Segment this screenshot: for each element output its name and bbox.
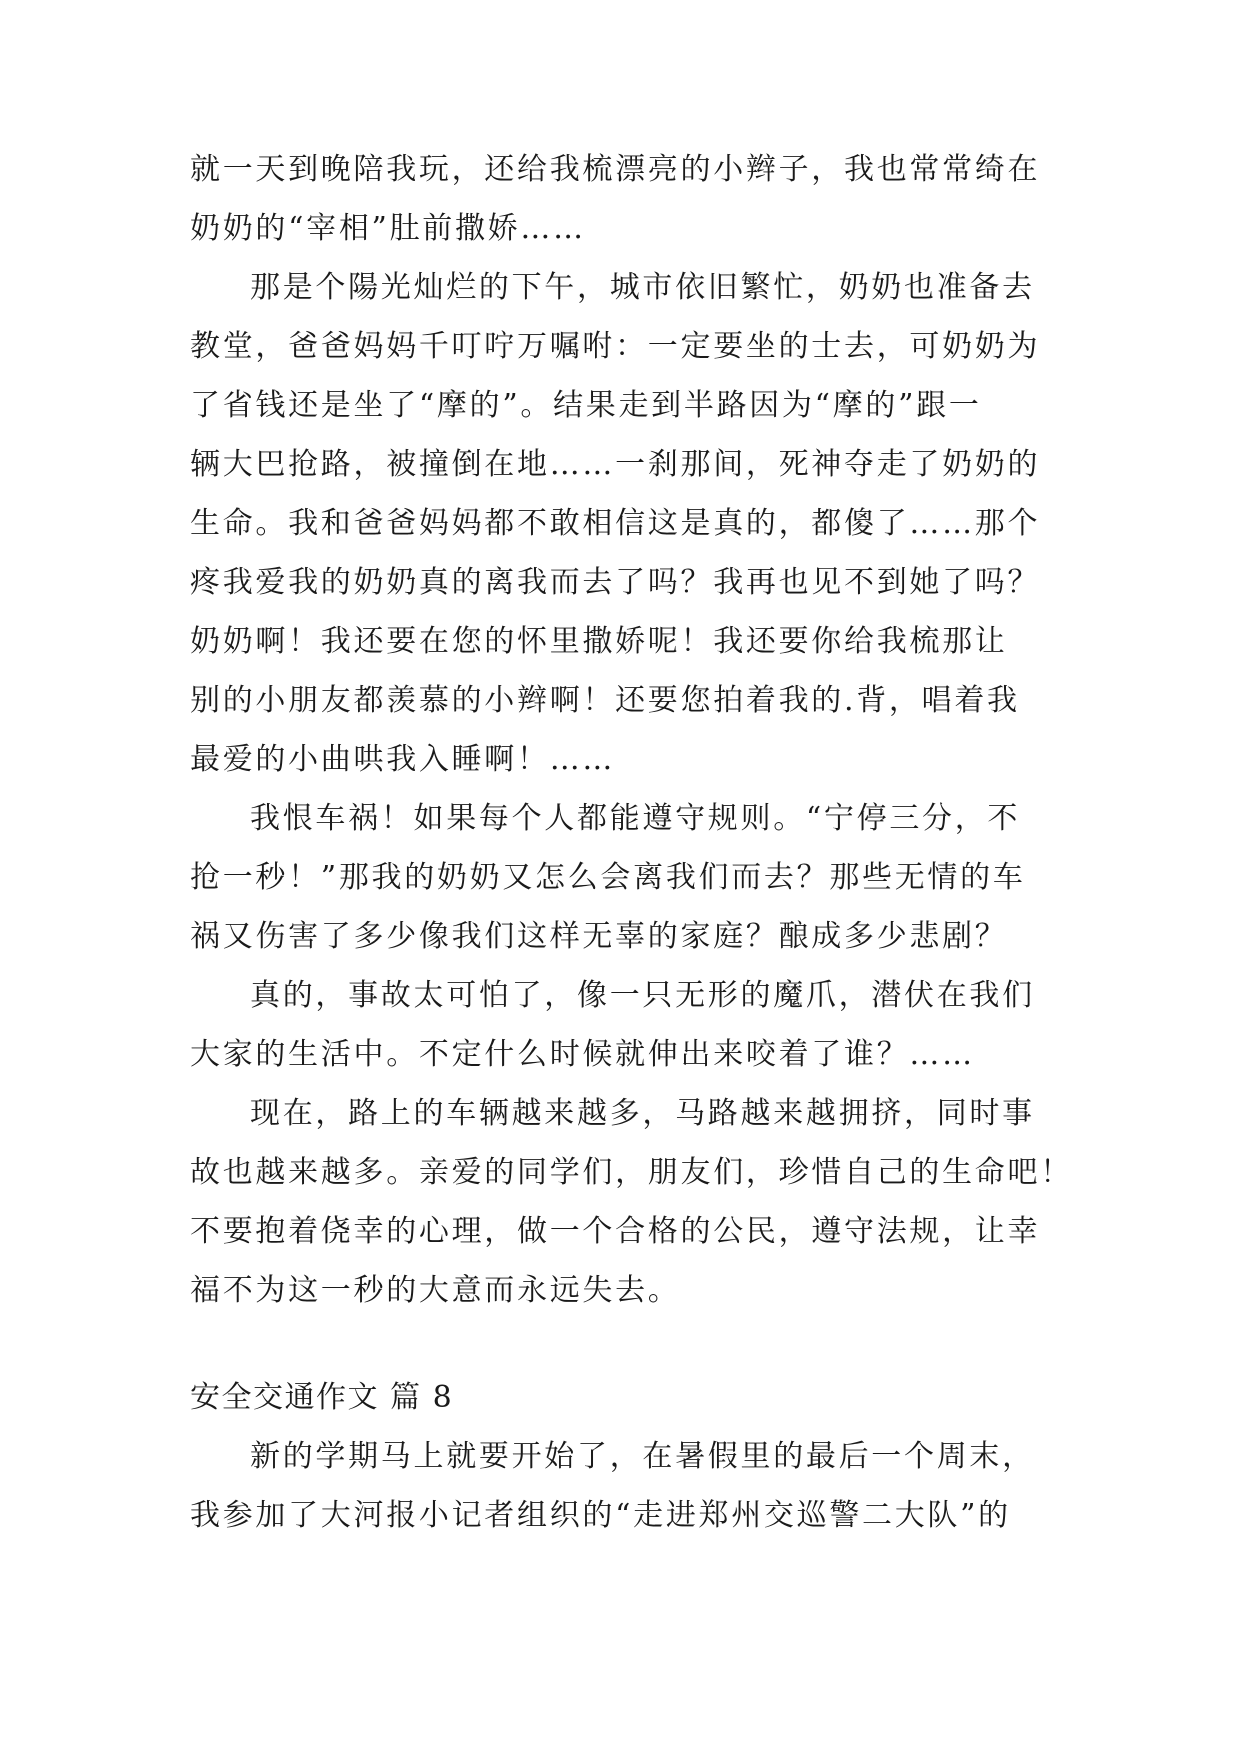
paragraph-start-line: 我恨车祸！如果每个人都能遵守规则。“宁停三分，不 <box>250 801 1021 836</box>
text-line: 最爱的小曲哄我入睡啊！…… <box>190 742 616 777</box>
text-line: 教堂，爸爸妈妈千叮咛万嘱咐：一定要坐的士去，可奶奶为 <box>190 329 1041 364</box>
text-line: 不要抱着侥幸的心理，做一个合格的公民，遵守法规，让幸 <box>190 1214 1041 1249</box>
text-line: 别的小朋友都羡慕的小辫啊！还要您拍着我的.背，唱着我 <box>190 683 1020 718</box>
text-line: 福不为这一秒的大意而永远失去。 <box>190 1273 681 1308</box>
paragraph-start-line: 真的，事故太可怕了，像一只无形的魔爪，潜伏在我们 <box>250 978 1035 1013</box>
section-heading: 安全交通作文 篇 8 <box>190 1380 454 1415</box>
text-line: 抢一秒！”那我的奶奶又怎么会离我们而去？那些无情的车 <box>190 860 1026 895</box>
text-line: 大家的生活中。不定什么时候就伸出来咬着了谁？…… <box>190 1037 975 1072</box>
paragraph-start-line: 新的学期马上就要开始了，在暑假里的最后一个周末， <box>250 1439 1035 1474</box>
paragraph-start-line: 现在，路上的车辆越来越多，马路越来越拥挤，同时事 <box>250 1096 1035 1131</box>
text-line: 奶奶的“宰相”肚前撒娇…… <box>190 211 586 246</box>
text-line: 就一天到晚陪我玩，还给我梳漂亮的小辫子，我也常常绮在 <box>190 152 1041 187</box>
text-line: 辆大巴抢路，被撞倒在地……一刹那间，死神夺走了奶奶的 <box>190 447 1041 482</box>
text-line: 祸又伤害了多少像我们这样无辜的家庭？酿成多少悲剧？ <box>190 919 1008 954</box>
text-line: 故也越来越多。亲爱的同学们，朋友们，珍惜自己的生命吧！ <box>190 1155 1073 1190</box>
text-line: 生命。我和爸爸妈妈都不敢相信这是真的，都傻了……那个 <box>190 506 1041 541</box>
text-line: 了省钱还是坐了“摩的”。结果走到半路因为“摩的”跟一 <box>190 388 982 423</box>
paragraph-start-line: 那是个陽光灿烂的下午，城市依旧繁忙，奶奶也准备去 <box>250 270 1035 305</box>
text-line: 我参加了大河报小记者组织的“走进郑州交巡警二大队”的 <box>190 1498 1011 1533</box>
text-line: 奶奶啊！我还要在您的怀里撒娇呢！我还要你给我梳那让 <box>190 624 1008 659</box>
text-line: 疼我爱我的奶奶真的离我而去了吗？我再也见不到她了吗？ <box>190 565 1041 600</box>
